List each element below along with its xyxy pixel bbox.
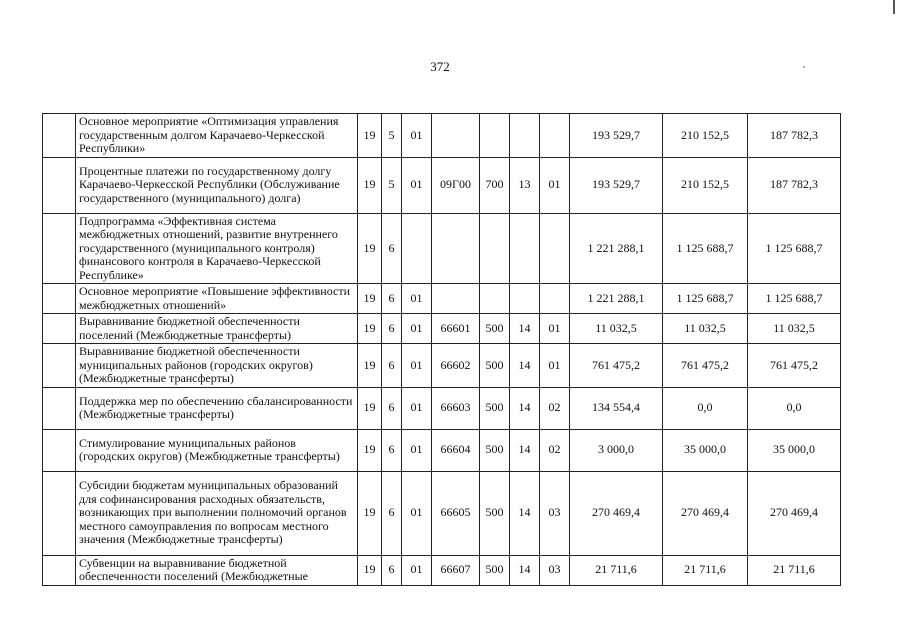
row-name-cell: Субсидии бюджетам муниципальных образований для софинансирования расходных обязательств, возникающих при выполнении полномочий органов местного самоуправления по вопросам местного значения (Межбюджетные трансферты) — [76, 471, 358, 555]
amount-year1-cell: 193 529,7 — [570, 157, 663, 213]
measure-code-cell: 01 — [402, 344, 432, 388]
amount-year2-cell: 1 125 688,7 — [663, 213, 748, 284]
subprogram-code-cell: 6 — [382, 344, 402, 388]
amount-year3-cell: 187 782,3 — [748, 157, 841, 213]
row-name-cell: Процентные платежи по государственному долгу Карачаево-Черкесской Республики (Обслуживание государственного (муниципального) долга) — [76, 157, 358, 213]
measure-code-cell: 01 — [402, 429, 432, 471]
program-code-cell: 19 — [358, 213, 382, 284]
amount-year3-cell: 761 475,2 — [748, 344, 841, 388]
amount-year2-cell: 11 032,5 — [663, 314, 748, 344]
expense-type-cell: 500 — [480, 555, 510, 585]
subsection-cell: 02 — [540, 387, 570, 429]
target-article-cell — [432, 114, 480, 158]
program-code-cell: 19 — [358, 314, 382, 344]
row-number-cell — [43, 213, 76, 284]
row-name-cell: Субвенции на выравнивание бюджетной обеспеченности поселений (Межбюджетные — [76, 555, 358, 585]
section-cell — [510, 284, 540, 314]
row-name-cell: Подпрограмма «Эффективная система межбюджетных отношений, развитие внутреннего государственного (муниципального контроля) финансового контроля в Карачаево-Черкесской Республике» — [76, 213, 358, 284]
measure-code-cell: 01 — [402, 555, 432, 585]
table-row — [43, 344, 841, 388]
section-cell — [510, 114, 540, 158]
table-row — [43, 157, 841, 213]
target-article-cell: 66604 — [432, 429, 480, 471]
expense-type-cell: 500 — [480, 471, 510, 555]
program-code-cell: 19 — [358, 555, 382, 585]
amount-year1-cell: 270 469,4 — [570, 471, 663, 555]
section-cell: 14 — [510, 314, 540, 344]
subsection-cell — [540, 114, 570, 158]
amount-year1-cell: 134 554,4 — [570, 387, 663, 429]
amount-year3-cell: 187 782,3 — [748, 114, 841, 158]
measure-code-cell: 01 — [402, 471, 432, 555]
target-article-cell: 66607 — [432, 555, 480, 585]
amount-year3-cell: 21 711,6 — [748, 555, 841, 585]
section-cell: 14 — [510, 429, 540, 471]
amount-year2-cell: 761 475,2 — [663, 344, 748, 388]
row-number-cell — [43, 344, 76, 388]
amount-year2-cell: 35 000,0 — [663, 429, 748, 471]
subsection-cell: 02 — [540, 429, 570, 471]
table-row — [43, 284, 841, 314]
row-number-cell — [43, 471, 76, 555]
row-number-cell — [43, 387, 76, 429]
amount-year1-cell: 11 032,5 — [570, 314, 663, 344]
section-cell: 14 — [510, 555, 540, 585]
program-code-cell: 19 — [358, 387, 382, 429]
table-row — [43, 429, 841, 471]
expense-type-cell — [480, 284, 510, 314]
amount-year3-cell: 1 125 688,7 — [748, 284, 841, 314]
amount-year3-cell: 11 032,5 — [748, 314, 841, 344]
row-name-cell: Выравнивание бюджетной обеспеченности поселений (Межбюджетные трансферты) — [76, 314, 358, 344]
amount-year1-cell: 1 221 288,1 — [570, 284, 663, 314]
expense-type-cell: 500 — [480, 344, 510, 388]
expense-type-cell: 500 — [480, 429, 510, 471]
row-name-cell: Стимулирование муниципальных районов (городских округов) (Межбюджетные трансферты) — [76, 429, 358, 471]
amount-year1-cell: 21 711,6 — [570, 555, 663, 585]
row-number-cell — [43, 284, 76, 314]
amount-year1-cell: 193 529,7 — [570, 114, 663, 158]
subprogram-code-cell: 6 — [382, 284, 402, 314]
amount-year2-cell: 270 469,4 — [663, 471, 748, 555]
amount-year3-cell: 1 125 688,7 — [748, 213, 841, 284]
subprogram-code-cell: 6 — [382, 555, 402, 585]
program-code-cell: 19 — [358, 344, 382, 388]
row-number-cell — [43, 157, 76, 213]
amount-year2-cell: 21 711,6 — [663, 555, 748, 585]
budget-table-body — [43, 114, 841, 586]
subprogram-code-cell: 6 — [382, 387, 402, 429]
amount-year3-cell: 0,0 — [748, 387, 841, 429]
expense-type-cell — [480, 114, 510, 158]
table-row — [43, 387, 841, 429]
target-article-cell: 66602 — [432, 344, 480, 388]
subprogram-code-cell: 6 — [382, 429, 402, 471]
measure-code-cell: 01 — [402, 284, 432, 314]
page-number: 372 — [430, 59, 450, 74]
table-row — [43, 314, 841, 344]
scan-edge-mark — [893, 0, 895, 14]
target-article-cell: 66601 — [432, 314, 480, 344]
amount-year2-cell: 0,0 — [663, 387, 748, 429]
target-article-cell: 66605 — [432, 471, 480, 555]
target-article-cell — [432, 284, 480, 314]
subprogram-code-cell: 6 — [382, 314, 402, 344]
row-name-cell: Основное мероприятие «Повышение эффективности межбюджетных отношений» — [76, 284, 358, 314]
program-code-cell: 19 — [358, 284, 382, 314]
subprogram-code-cell: 6 — [382, 471, 402, 555]
subsection-cell: 01 — [540, 314, 570, 344]
amount-year1-cell: 1 221 288,1 — [570, 213, 663, 284]
measure-code-cell: 01 — [402, 114, 432, 158]
program-code-cell: 19 — [358, 429, 382, 471]
subprogram-code-cell: 5 — [382, 157, 402, 213]
section-cell: 14 — [510, 471, 540, 555]
amount-year2-cell: 210 152,5 — [663, 114, 748, 158]
subprogram-code-cell: 6 — [382, 213, 402, 284]
row-number-cell — [43, 429, 76, 471]
expense-type-cell: 500 — [480, 314, 510, 344]
amount-year2-cell: 210 152,5 — [663, 157, 748, 213]
subsection-cell: 03 — [540, 471, 570, 555]
section-cell — [510, 213, 540, 284]
subsection-cell: 03 — [540, 555, 570, 585]
table-row — [43, 471, 841, 555]
measure-code-cell — [402, 213, 432, 284]
program-code-cell: 19 — [358, 471, 382, 555]
table-row — [43, 213, 841, 284]
program-code-cell: 19 — [358, 114, 382, 158]
subprogram-code-cell: 5 — [382, 114, 402, 158]
amount-year1-cell: 3 000,0 — [570, 429, 663, 471]
target-article-cell: 09Г00 — [432, 157, 480, 213]
amount-year3-cell: 270 469,4 — [748, 471, 841, 555]
row-name-cell: Выравнивание бюджетной обеспеченности муниципальных районов (городских округов) (Межбюджетные трансферты) — [76, 344, 358, 388]
amount-year1-cell: 761 475,2 — [570, 344, 663, 388]
measure-code-cell: 01 — [402, 314, 432, 344]
section-cell: 14 — [510, 387, 540, 429]
amount-year3-cell: 35 000,0 — [748, 429, 841, 471]
section-cell: 14 — [510, 344, 540, 388]
row-name-cell: Поддержка мер по обеспечению сбалансированности (Межбюджетные трансферты) — [76, 387, 358, 429]
row-name-cell: Основное мероприятие «Оптимизация управления государственным долгом Карачаево-Черкесской Республики» — [76, 114, 358, 158]
expense-type-cell: 700 — [480, 157, 510, 213]
table-row — [43, 114, 841, 158]
row-number-cell — [43, 314, 76, 344]
expense-type-cell: 500 — [480, 387, 510, 429]
subsection-cell — [540, 284, 570, 314]
row-number-cell — [43, 555, 76, 585]
expense-type-cell — [480, 213, 510, 284]
amount-year2-cell: 1 125 688,7 — [663, 284, 748, 314]
row-number-cell — [43, 114, 76, 158]
target-article-cell — [432, 213, 480, 284]
subsection-cell: 01 — [540, 157, 570, 213]
budget-table — [42, 113, 841, 586]
measure-code-cell: 01 — [402, 387, 432, 429]
section-cell: 13 — [510, 157, 540, 213]
table-row — [43, 555, 841, 585]
program-code-cell: 19 — [358, 157, 382, 213]
target-article-cell: 66603 — [432, 387, 480, 429]
measure-code-cell: 01 — [402, 157, 432, 213]
subsection-cell — [540, 213, 570, 284]
subsection-cell: 01 — [540, 344, 570, 388]
